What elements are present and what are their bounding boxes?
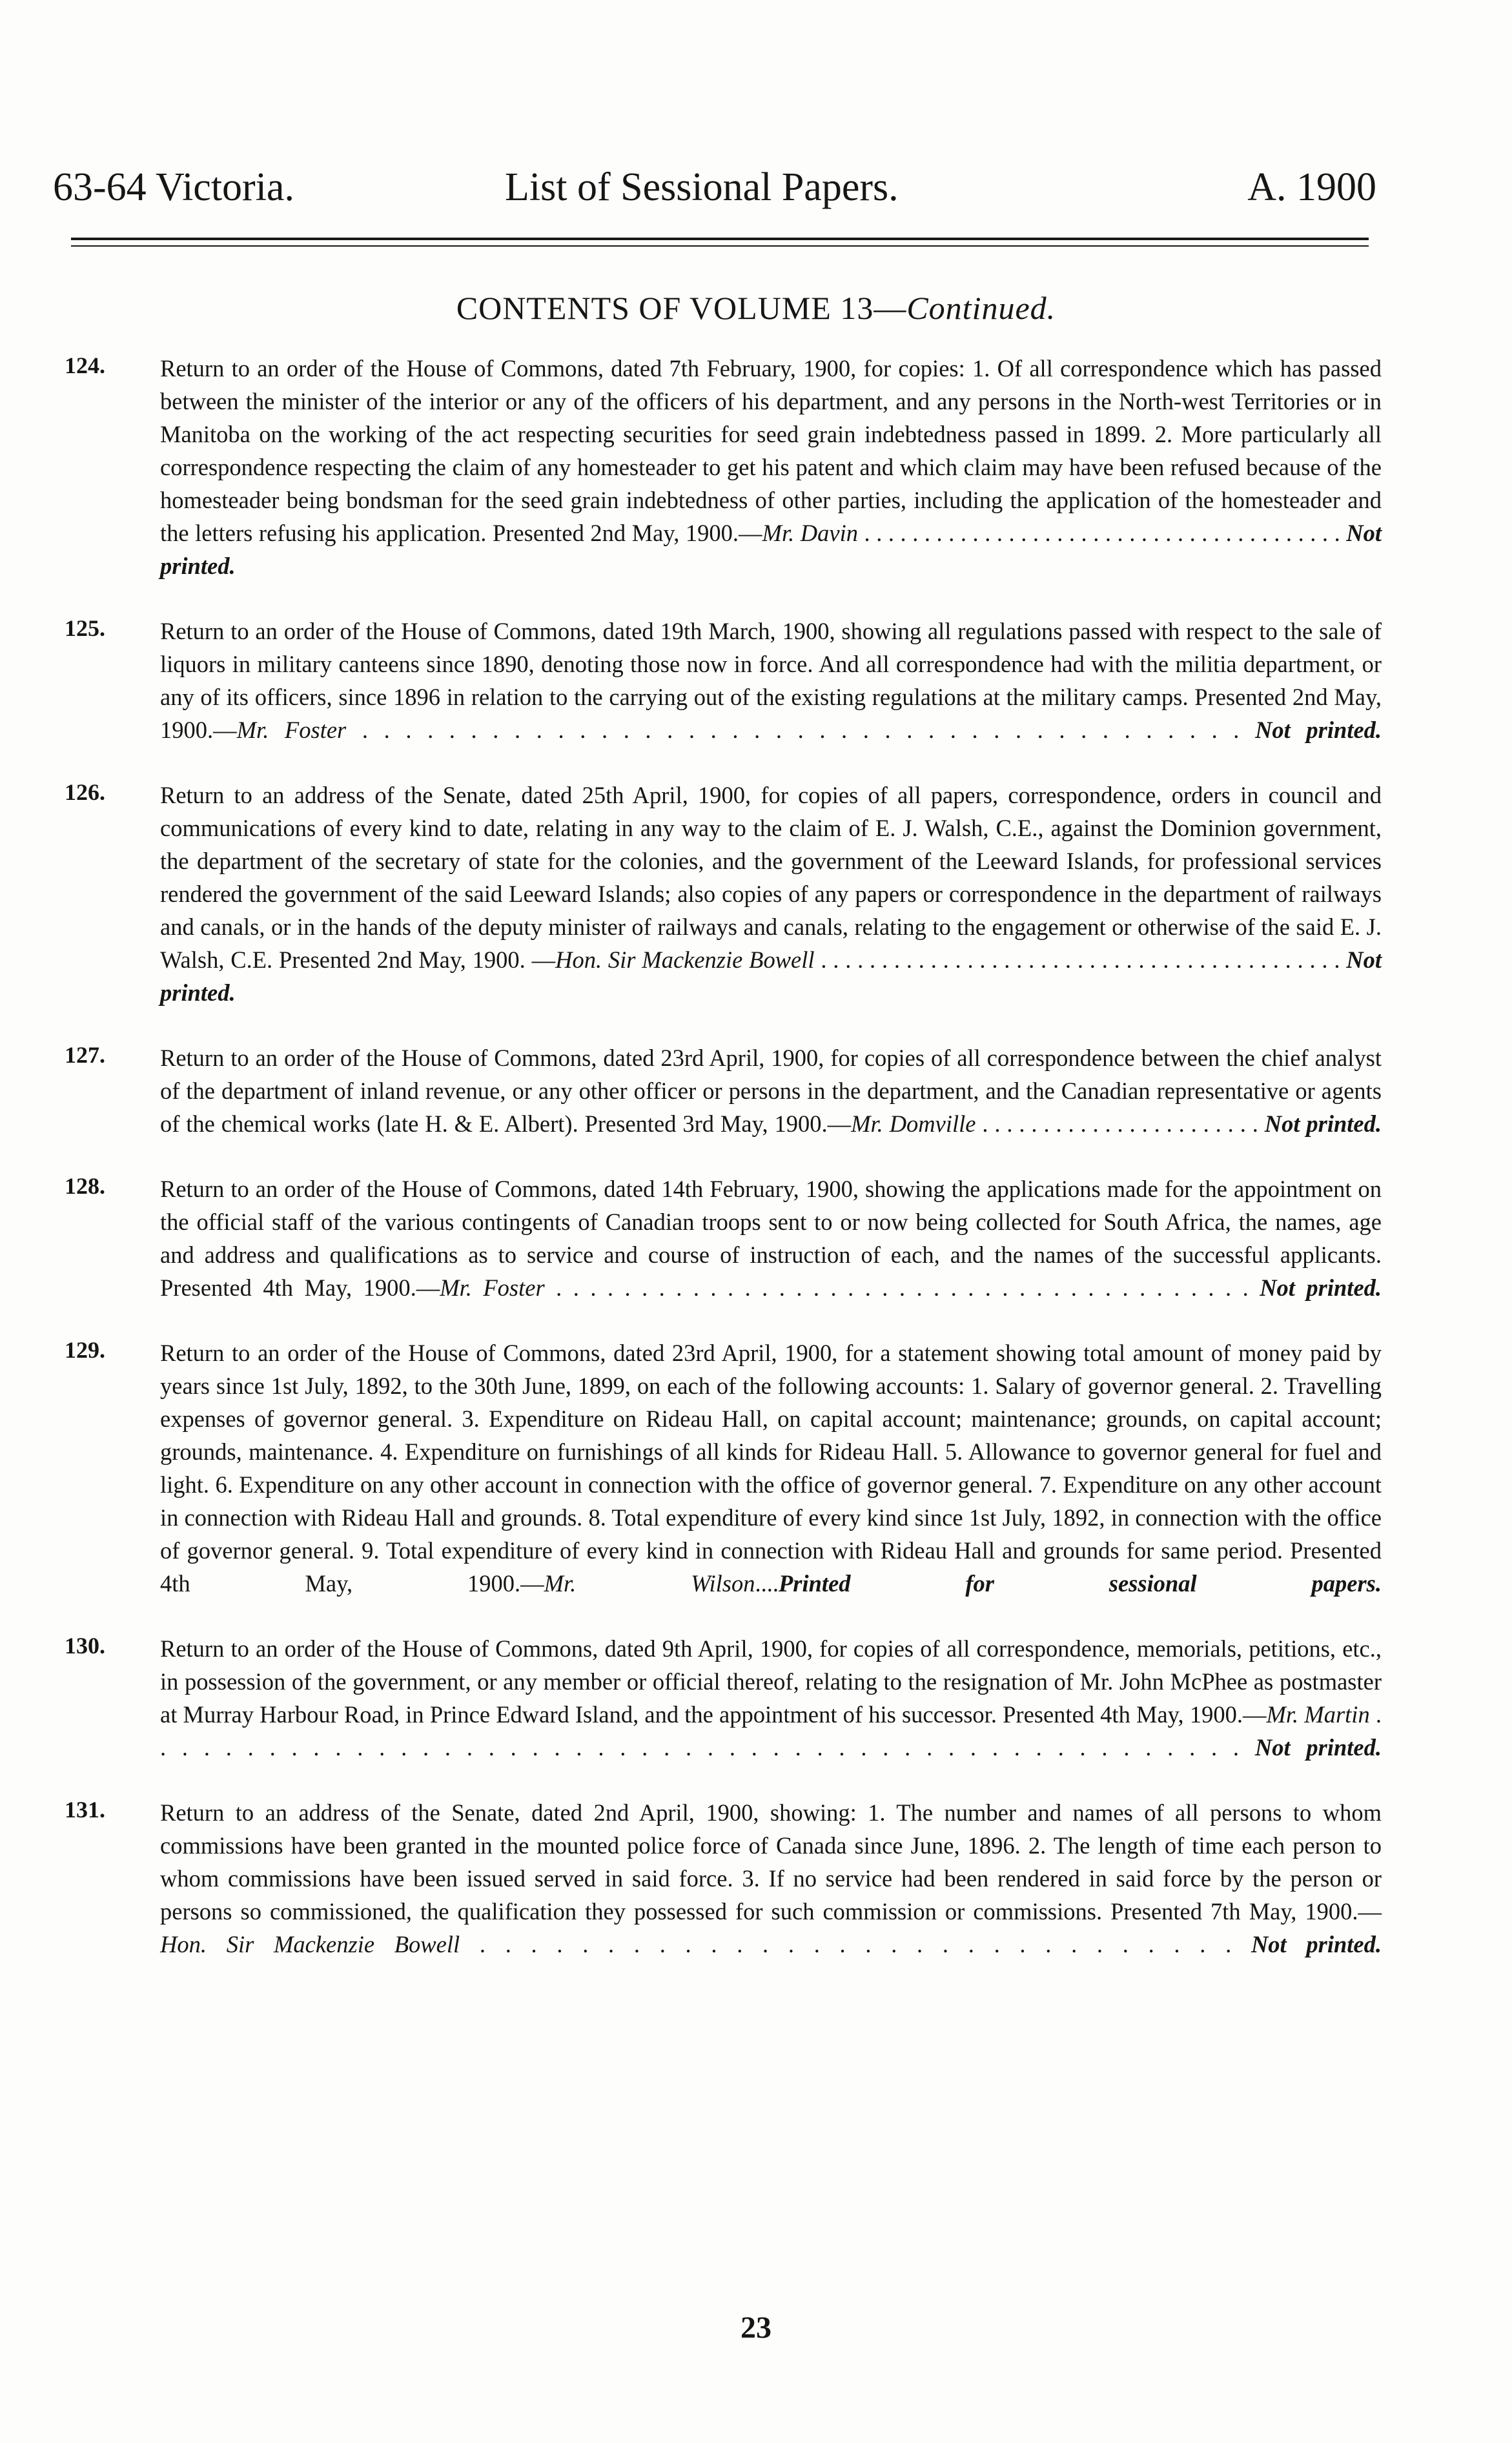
entry-status: Not printed.	[160, 520, 1382, 579]
entry-description: Return to an order of the House of Commons, dated 23rd April, 1900, for copies of all correspondence between the chief analyst of the department of inland revenue, or any other officer or persons in the department, and the Canadian representative or agents of the chemical works (late H. & E. Albert). Presented 3rd May, 1900.—	[160, 1045, 1382, 1137]
entry-member: Mr. Davin	[762, 520, 858, 546]
list-item	[65, 1796, 1382, 1961]
contents-heading-main: CONTENTS OF VOLUME 13—	[456, 290, 907, 326]
entry-text	[160, 779, 1382, 1009]
entry-number: 128.	[65, 1173, 105, 1199]
header-rule-thin	[71, 245, 1369, 247]
entry-number: 131.	[65, 1797, 105, 1823]
entry-member: Mr. Foster	[236, 717, 347, 743]
entry-description: Return to an order of the House of Commons, dated 19th March, 1900, showing all regulations passed with respect to the sale of liquors in military canteens since 1890, denoting those now in force. And all correspondence had with the militia department, or any of its officers, since 1896 in relation to the carrying out of the existing regulations at the military camps. Presented 2nd May, 1900.—	[160, 618, 1382, 743]
entry-text	[160, 352, 1382, 582]
contents-heading-continued: Continued.	[906, 290, 1056, 326]
list-item	[65, 1336, 1382, 1600]
entry-description: Return to an address of the Senate, dated 2nd April, 1900, showing: 1. The number and names of all persons to whom commissions have been granted in the mounted police force of Canada since June, 1896. 2. The length of time each person to whom commissions have been issued served in said force. 3. If no service had been rendered in said force by the person or persons so commissioned, the qualification they possessed for such commission or commissions. Presented 7th May, 1900.—	[160, 1799, 1382, 1925]
entry-leader-dots: . . . . . . . . . . . . . . . . . . . . . . .	[982, 1110, 1258, 1137]
entry-member: Mr. Foster	[440, 1274, 545, 1301]
list-item	[65, 779, 1382, 1009]
entry-text	[160, 1041, 1382, 1140]
entry-text	[160, 615, 1382, 746]
list-item	[65, 1632, 1382, 1764]
entry-status: Not printed.	[1255, 717, 1382, 743]
entry-status: Not printed.	[160, 946, 1382, 1006]
header-rule-thick	[71, 238, 1369, 240]
entry-description: Return to an order of the House of Commons, dated 9th April, 1900, for copies of all correspondence, memorials, petitions, etc., in possession of the government, or any member or official thereof, relating to the resignation of Mr. John McPhee as postmaster at Murray Harbour Road, in Prince Edward Island, and the appointment of his successor. Presented 4th May, 1900.—	[160, 1635, 1382, 1728]
entry-status: Not printed.	[1254, 1734, 1382, 1761]
entry-member: Hon. Sir Mackenzie Bowell	[160, 1931, 460, 1957]
entry-number: 129.	[65, 1337, 105, 1363]
entry-leader-dots: . . . . . . . . . . . . . . . . . . . . . . . . . . . . . . . . . . . . . . . . . . .	[821, 946, 1340, 973]
entry-text	[160, 1796, 1382, 1961]
entry-description: Return to an order of the House of Commons, dated 14th February, 1900, showing the applications made for the appointment on the official staff of the various contingents of Canadian troops sent to or now being collected for South Africa, the names, age and address and qualifications as to service and course of instruction of each, and the names of the successful applicants. Presented 4th May, 1900.—	[160, 1176, 1382, 1301]
entry-leader-dots: . . . . . . . . . . . . . . . . . . . . . . . . . . . . . . . . . . . . . . . . .	[556, 1274, 1249, 1301]
entry-number: 130.	[65, 1633, 105, 1659]
entry-member: Mr. Domville	[851, 1110, 976, 1137]
entry-member: Mr. Wilson	[544, 1570, 755, 1597]
entry-status: Not printed.	[1260, 1274, 1382, 1301]
entry-status: Printed for sessional papers.	[778, 1570, 1382, 1597]
entry-number: 127.	[65, 1042, 105, 1068]
entry-list	[65, 352, 1382, 1993]
list-item	[65, 615, 1382, 746]
entry-text	[160, 1632, 1382, 1764]
running-header	[53, 165, 1376, 216]
page-number: 23	[741, 2311, 771, 2345]
entry-text	[160, 1336, 1382, 1600]
entry-text	[160, 1172, 1382, 1304]
entry-member: Hon. Sir Mackenzie Bowell	[555, 946, 815, 973]
header-title: List of Sessional Papers.	[505, 165, 899, 209]
entry-member: Mr. Martin	[1266, 1701, 1370, 1728]
list-item	[65, 1041, 1382, 1140]
list-item	[65, 352, 1382, 582]
entry-description: Return to an address of the Senate, dated 25th April, 1900, for copies of all papers, correspondence, orders in council and communications of every kind to date, relating in any way to the claim of E. J. Walsh, C.E., against the Dominion government, the department of the secretary of state for the colonies, and the government of the Leeward Islands, for professional services rendered the government of the said Leeward Islands; also copies of any papers or correspondence in the department of railways and canals, or in the hands of the deputy minister of railways and canals, relating to the engagement or otherwise of the said E. J. Walsh, C.E. Presented 2nd May, 1900. —	[160, 782, 1382, 973]
entry-leader-dots: . . . . . . . . . . . . . . . . . . . . . . . . . . . . . . . . . . . . . . . . . . . . . . . . . . .	[160, 1701, 1382, 1761]
entry-number: 124.	[65, 353, 105, 378]
entry-number: 125.	[65, 615, 105, 641]
entry-leader-dots: ....	[755, 1570, 779, 1597]
contents-heading	[0, 289, 1512, 327]
header-year: A. 1900	[1247, 165, 1376, 209]
entry-leader-dots: . . . . . . . . . . . . . . . . . . . . . . . . . . . . . . . . . . . . . . . .	[864, 520, 1340, 546]
entry-number: 126.	[65, 779, 105, 805]
entry-description: Return to an order of the House of Commons, dated 23rd April, 1900, for a statement showing total amount of money paid by years since 1st July, 1892, to the 30th June, 1899, on each of the following accounts: 1. Salary of governor general. 2. Travelling expenses of governor general. 3. Expenditure on Rideau Hall, on capital account; maintenance; grounds, on capital account; grounds, maintenance. 4. Expenditure on furnishings of all kinds for Rideau Hall. 5. Allowance to governor general for fuel and light. 6. Expenditure on any other account in connection with the office of governor general. 7. Expenditure on any other account in connection with Rideau Hall and grounds. 8. Total expenditure of every kind since 1st July, 1892, in connection with the office of governor general. 9. Total expenditure of every kind in connection with Rideau Hall and grounds for same period. Presented 4th May, 1900.—	[160, 1340, 1382, 1597]
entry-description: Return to an order of the House of Commons, dated 7th February, 1900, for copies: 1. Of all correspondence which has passed between the minister of the interior or any of the officers of his department, and any persons in the North-west Territories or in Manitoba on the working of the act respecting securities for seed grain indebtedness passed in 1899. 2. More particularly all correspondence respecting the claim of any homesteader to get his patent and which claim may have been refused because of the homesteader being bondsman for the seed grain indebtedness of other parties, including the application of the homesteader and the letters refusing his application. Presented 2nd May, 1900.—	[160, 355, 1382, 546]
entry-status: Not printed.	[1251, 1931, 1382, 1957]
entry-leader-dots: . . . . . . . . . . . . . . . . . . . . . . . . . . . . . .	[479, 1931, 1232, 1957]
list-item	[65, 1172, 1382, 1304]
entry-status: Not printed.	[1264, 1110, 1382, 1137]
entry-leader-dots: . . . . . . . . . . . . . . . . . . . . . . . . . . . . . . . . . . . . . . . . .	[362, 717, 1240, 743]
header-volume: 63-64 Victoria.	[53, 165, 294, 209]
